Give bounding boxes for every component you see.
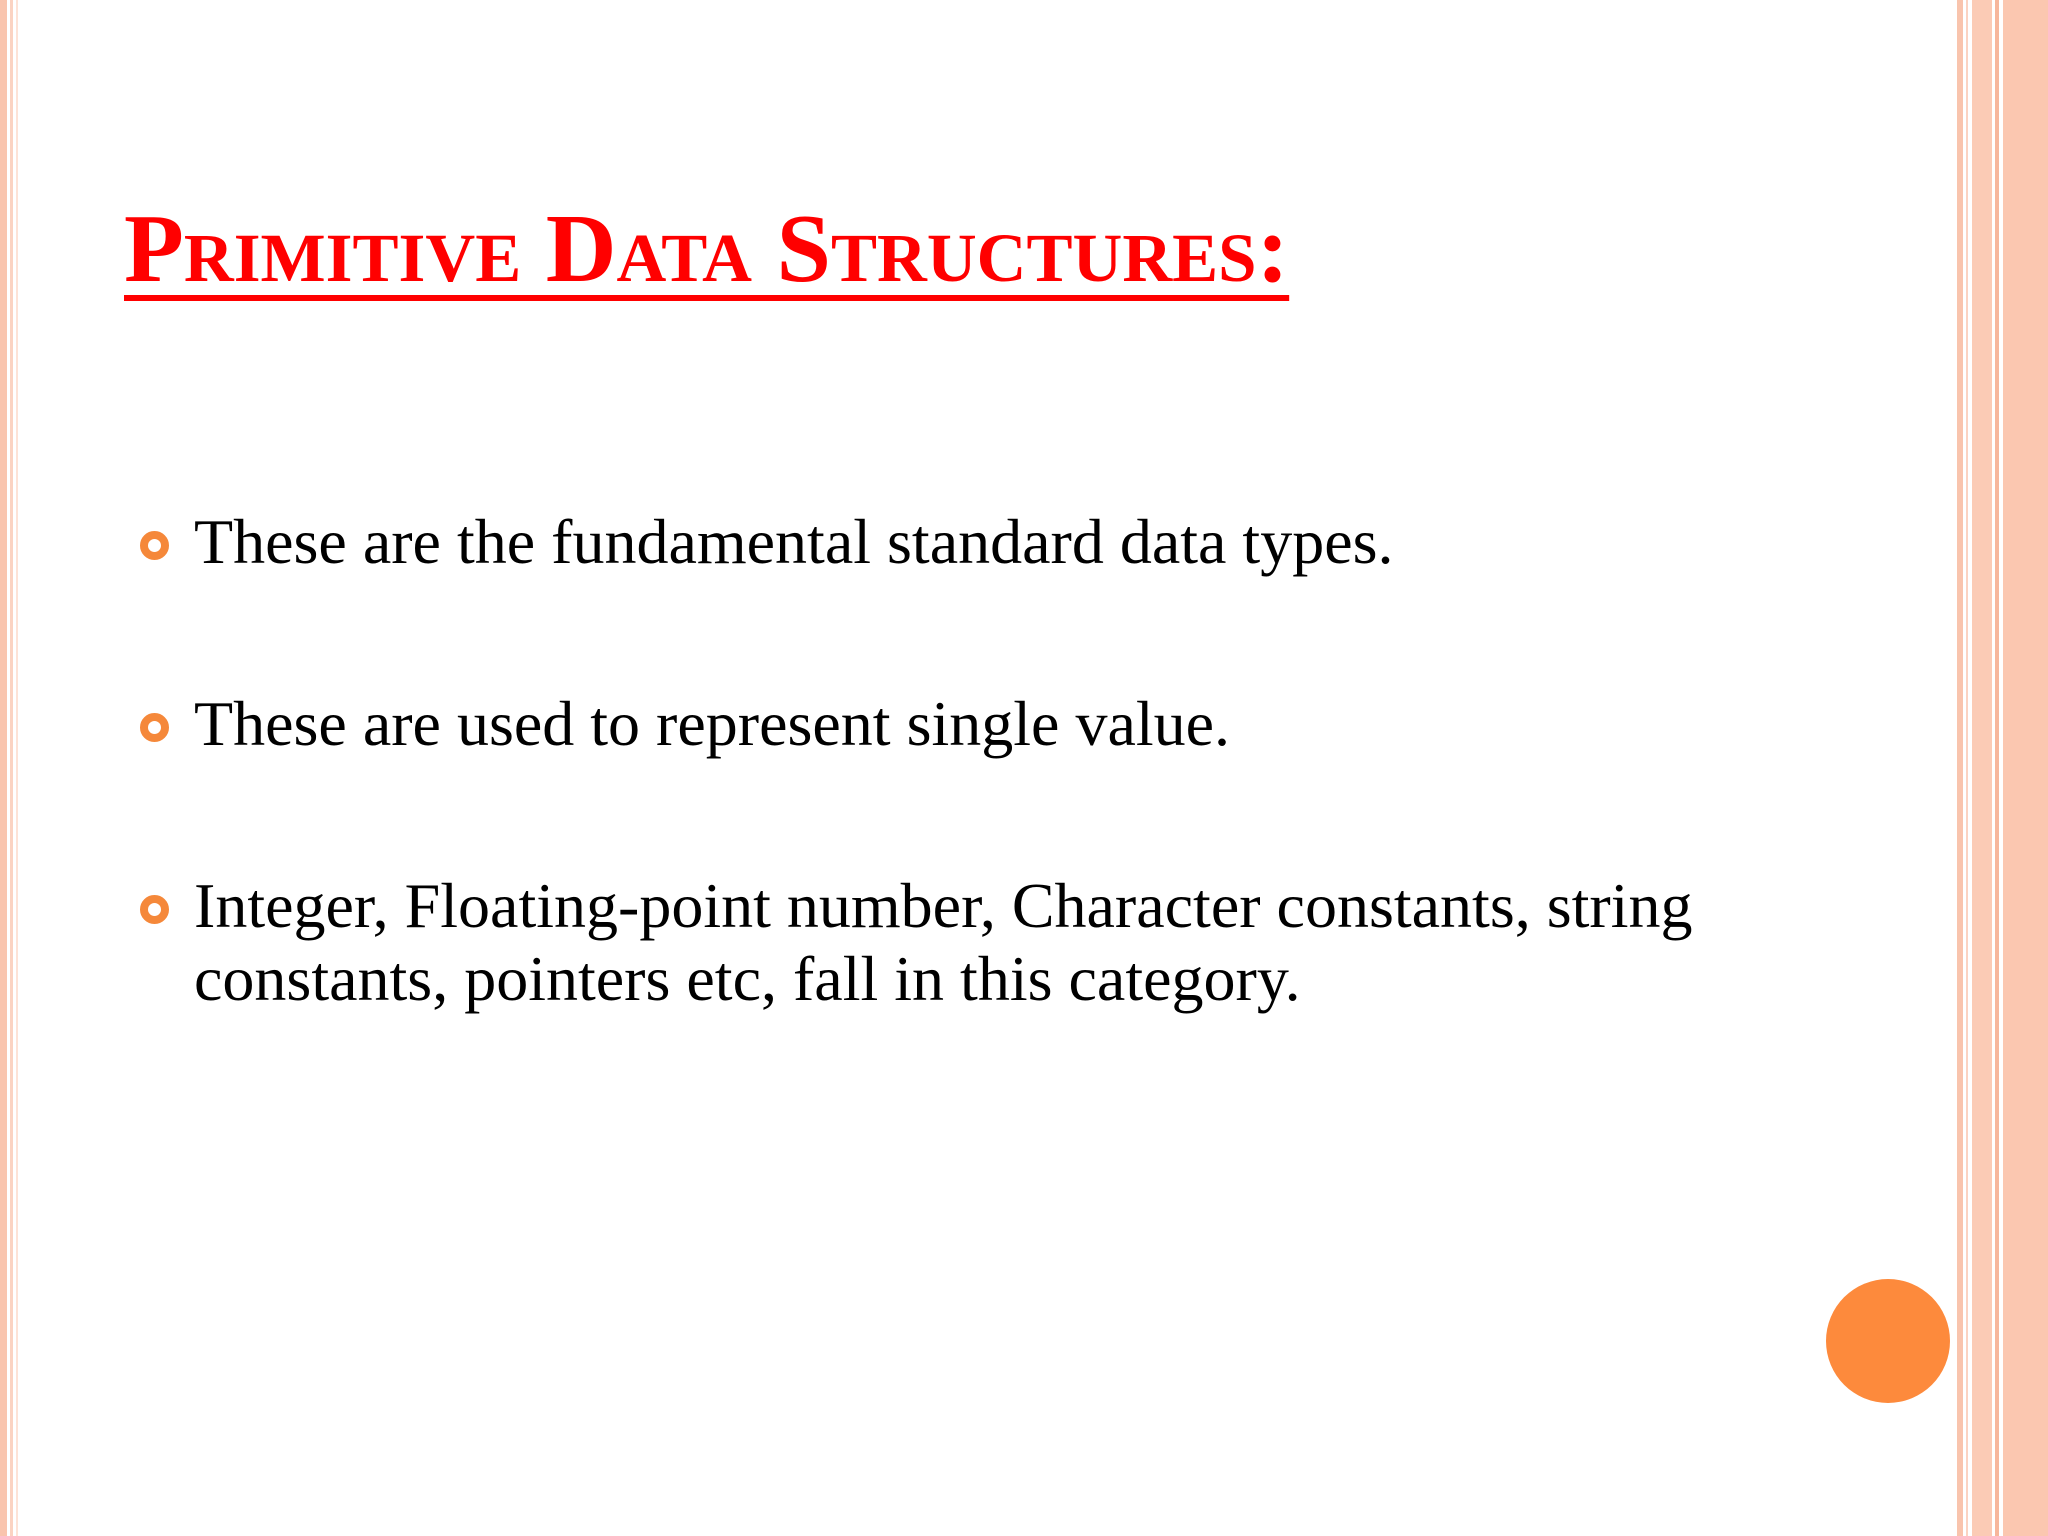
right-border-stripe bbox=[1995, 0, 1999, 1536]
right-border-stripe bbox=[2003, 0, 2048, 1536]
left-border-stripe bbox=[16, 0, 18, 1536]
left-border-stripe bbox=[10, 0, 13, 1536]
bullet-item bbox=[136, 687, 1696, 760]
bullet-text: Integer, Floating-point number, Character constants, string constants, pointers etc, fall in this category. bbox=[194, 870, 1693, 1014]
bullet-text: These are the fundamental standard data types. bbox=[194, 506, 1394, 577]
ring-bullet-icon bbox=[140, 713, 169, 742]
bullet-list bbox=[136, 505, 1696, 1124]
slide-title: Primitive Data Structures: bbox=[124, 195, 1290, 303]
right-border-stripe bbox=[1966, 0, 1968, 1536]
left-border-stripe bbox=[0, 0, 7, 1536]
orange-circle-icon bbox=[1826, 1279, 1950, 1403]
bullet-text: These are used to represent single value. bbox=[194, 688, 1231, 759]
right-border-stripe bbox=[1972, 0, 1992, 1536]
bullet-item bbox=[136, 869, 1696, 1015]
ring-bullet-icon bbox=[140, 895, 169, 924]
ring-bullet-icon bbox=[140, 531, 169, 560]
bullet-item bbox=[136, 505, 1696, 578]
right-border-stripe bbox=[1957, 0, 1963, 1536]
